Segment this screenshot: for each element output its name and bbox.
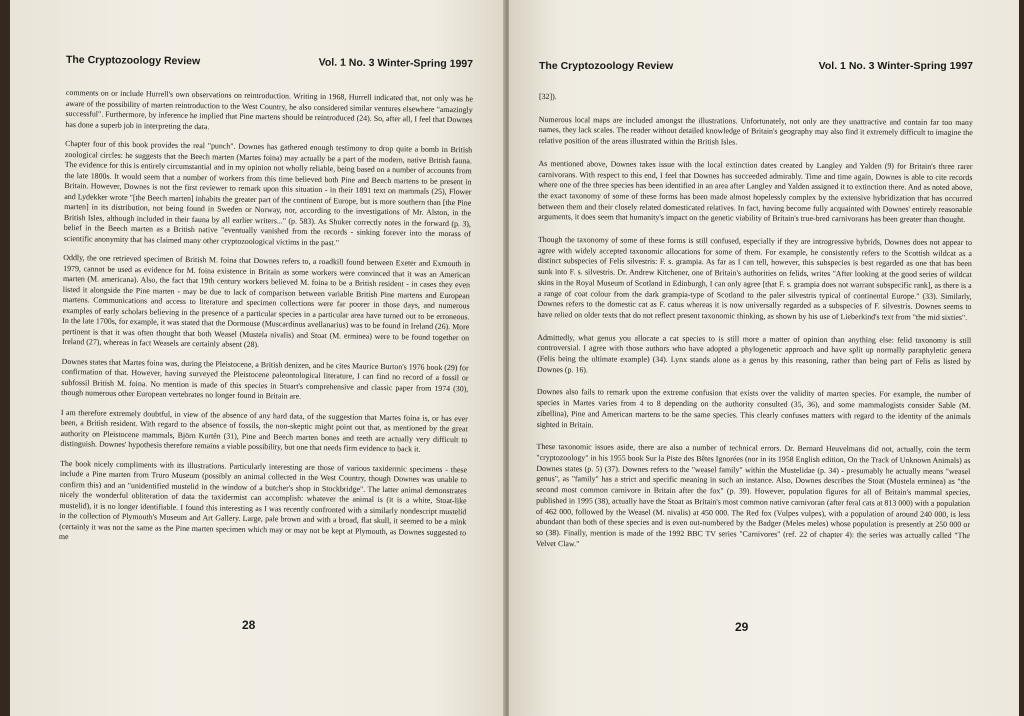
page-body xyxy=(59,88,473,549)
paragraph: I am therefore extremely doubtful, in view of the absence of any hard data, of the suggestion that Martes foina is, or has ever been, a British resident. With regard to the absence of fossils, the non-skeptic might point out that, as mentioned by the great authority on Pleistocene mammals, Björn Kurtén (31), Pine and Beech marten bones and teeth are actually very difficult to distinguish. Downes' hypothesis therefore remains a viable possibility, but one that needs firm evidence to back it. xyxy=(60,407,468,454)
paragraph: The book nicely compliments with its illustrations. Particularly interesting are those of various taxidermic specimens - these include a Pine marten from Truro Museum (possibly an animal collected in the West Country, though Downes was unable to confirm this) and an "unidentified mustelid in the window of a butcher's shop in Stockbridge". The latter animal demonstrates nicely the wonderful obliteration of data the taxidermist can accomplish: whatever the animal is (it is a white, Stoat-like mustelid), it is no longer identifiable. I found this interesting as I was recently confronted with a similarly nondescript mustelid in the collection of Plymouth's Museum and Art Gallery. Large, pale brown and with a broad, flat skull, it seemed to be a mink (certainly it was not the same as the Pine marten specimen which may or may not be kept at Plymouth, as Downes suggested to me xyxy=(58,458,468,542)
paragraph: comments on or include Hurrell's own observations on reintroduction. Writing in 1968, Hurrell indicated that, not only was he aware of the possibility of marten reintroduction to the West Country, he also considered similar ventures elsewhere "amazingly successful". Furthermore, by inference he implied that Pine martens should be reintroduced (24). So, after all, I feel that Downes has done a superb job in interpreting the data. xyxy=(65,88,473,131)
paragraph: [32]). xyxy=(538,92,557,102)
issue-info: Vol. 1 No. 3 Winter-Spring 1997 xyxy=(818,60,973,72)
page-body xyxy=(536,92,973,552)
page-number: 29 xyxy=(735,620,749,634)
paragraph: Chapter four of this book provides the real "punch". Downes has gathered enough testimony to drop quite a bomb in British zoological circles: he suggests that the Beech marten (Martes foina) may actually be a part of the modern, native British fauna. The evidence for this is entirely circumstantial and in my opinion not wholly reliable, being based on a number of accounts from the late 1800s. It would seem that a number of workers from this time believed both Pine and Beech martens to be present in Britain. However, Downes is not the first reviewer to remark upon this situation - in their 1891 text on mammals (25), Flower and Lydekker wrote "[the Beech marten] inhabits the greater part of the continent of Europe, but is more southern than [the Pine marten] in its distribution, not being found in Sweden or Norway, nor, according to the investigations of Mr. Alston, in the British Isles, although included in their fauna by all earlier writers..." (p. 583). As Shuker correctly notes in the forward (p. 3), belief in the Beech marten as a British native "eventually vanished from the records - sinking forever into the morass of scientific anonymity that has claimed many other cryptozoological victims in the past." xyxy=(63,138,473,247)
paragraph: Admittedly, what genus you allocate a cat species to is still more a matter of opinion than anything else: felid taxonomy is still controversial. I agree with those authors who have adopted a phylogenetic approach and have split up normally paraphyletic genera (Felis being the ultimate example) (34). Lynx stands alone as a genus by this reasoning, rather than being part of Felis as listed by Downes (p. 16). xyxy=(537,332,972,375)
issue-info: Vol. 1 No. 3 Winter-Spring 1997 xyxy=(318,56,474,71)
journal-title: The Cryptozoology Review xyxy=(539,60,674,72)
left-page xyxy=(10,0,507,716)
page-number: 28 xyxy=(242,618,256,632)
running-header xyxy=(539,60,973,72)
paragraph: Though the taxonomy of some of these forms is still confused, especially if they are introgressive hybrids, Downes does not appear to agree with widely accepted taxonomic allocations for some of them. For example, he consistently refers to the Scottish wildcat as a distinct subspecies of Felis silvestris: F. s. grampia. As far as I can tell, however, this subspecies is best regarded as one that has been sunk into F. s. silvestris. Dr. Andrew Kitchener, one of Britain's authorities on felids, writes "After looking at the good series of wildcat skins in the Royal Museum of Scotland in Edinburgh, I can only agree [that F. s. grampia does not warrant subspecific rank], as there is a a range of coat colour from the dark grampia-type of Scotland to the paler silvestris typical of continental Europe." (33). Similarly, Downes refers to the domestic cat as F. catus whereas it is now universally regarded as a subspecies of F. silvestris. Downes seems to have relied on older texts that do not reflect present taxonomic thinking, as shown by his use of Lieberkind's text from "the mid sixties". xyxy=(537,235,972,322)
paragraph: As mentioned above, Downes takes issue with the local extinction dates created by Langley and Yalden (9) for Britain's three rarer carnivorans. With respect to this end, I feel that Downes has succeeded admirably. Time and time again, Downes is able to cite records where one of the three species has been identified in an area after Langley and Yalden assigned it to extinction there. And as noted above, the exact taxonomy of some of these forms has been made almost hopelessly complex by the extensive hybridization that has occurred between them and their closely related domesticated relatives. In fact, having become fully acquainted with Downes' entirely reasonable arguments, it does seem that humanity's impact on the genetic viability of Britain's true-bred carnivorans has been greater than thought. xyxy=(538,158,973,225)
paragraph: These taxonomic issues aside, there are also a number of technical errors. Dr. Bernard Heuvelmans did not, actually, coin the term "cryptozoology" in his 1955 book Sur la Piste des Bêtes Ignorées (nor in its 1958 English edition, On the Track of Unknown Animals) as Downes states (p. 5) (37). Downes refers to the "weasel family" within the Mustelidae (p. 34) - presumably he actually means "weasel genus", as "family" has a strict and specific meaning in such an instance. Also, Downes describes the Stoat (Mustela erminea) as "the second most common carnivore in Britain after the fox" (p. 39). However, population figures for all of Britain's mammal species, published in 1995 (38), actually have the Stoat as Britain's most common native carnivoran (after feral cats at 813 000) with a population of 462 000, followed by the Weasel (M. nivalis) at 450 000. The Red fox (Vulpes vulpes), with a population of around 240 000, is less abundant than both of these species and is even out-numbered by the Badger (Meles meles) whose population is presently at 250 000 or so (38). Finally, mention is made of the 1992 BBC TV series "Carnivores" (ref. 22 of chapter 4): the series was actually called "The Velvet Claw." xyxy=(535,442,971,548)
paragraph: Downes states that Martes foina was, during the Pleistocene, a British denizen, and he cites Maurice Burton's 1976 book (29) for confirmation of that. However, having surveyed the Pleistocene paleontological literature, I can find no record of a fossil or subfossil British M. foina. No mention is made of this species in Stuart's comprehensive and classic paper from 1974 (30), though numerous other European vertebrates no longer found in Britain are. xyxy=(61,356,469,401)
paragraph: Downes also fails to remark upon the extreme confusion that exists over the validity of marten species. For example, the number of species in Martes varies from 4 to 8 depending on the authority consulted (35, 36), and some mammalogists consider Sable (M. zibellina), Pine and American martens to be the same species. This clearly confuses matters with regard to the identity of the animals sighted in Britain. xyxy=(536,387,971,429)
running-header xyxy=(66,54,473,70)
paragraph: Numerous local maps are included amongst the illustrations. Unfortunately, not only are they unattractive and contain far too many names, they lack scales. The reader without detailed knowledge of Britain's geography may also find it extremely difficult to imagine the relative position of the areas illustrated within the British Isles. xyxy=(538,114,973,147)
paragraph: Oddly, the one retrieved specimen of British M. foina that Downes refers to, a roadkill found between Exeter and Exmouth in 1979, cannot be used as evidence for M. foina existence in Britain as some workers were convinced that it was an American marten (M. americana). Also, the fact that 19th century workers believed M. foina to be a British resident - in cases they even listed it alongside the Pine marten - may be due to lack of comparison between variable British Pine martens and European martens. Communications and access to literature and specimen collections were far poorer in those days, and numerous examples of early scholars believing in the presence of a particular species in a particular area have turned out to be erroneous. In the late 1700s, for example, it was stated that the Dormouse (Muscardinus avellanarius) was to be found in Ireland (26). More pertinent is that it was often thought that both Weasel (Mustela nivalis) and Stoat (M. erminea) were to be found together on Ireland (27), whereas in fact Weasels are certainly absent (28). xyxy=(61,252,471,350)
journal-title: The Cryptozoology Review xyxy=(65,53,201,68)
right-page xyxy=(509,0,1019,716)
